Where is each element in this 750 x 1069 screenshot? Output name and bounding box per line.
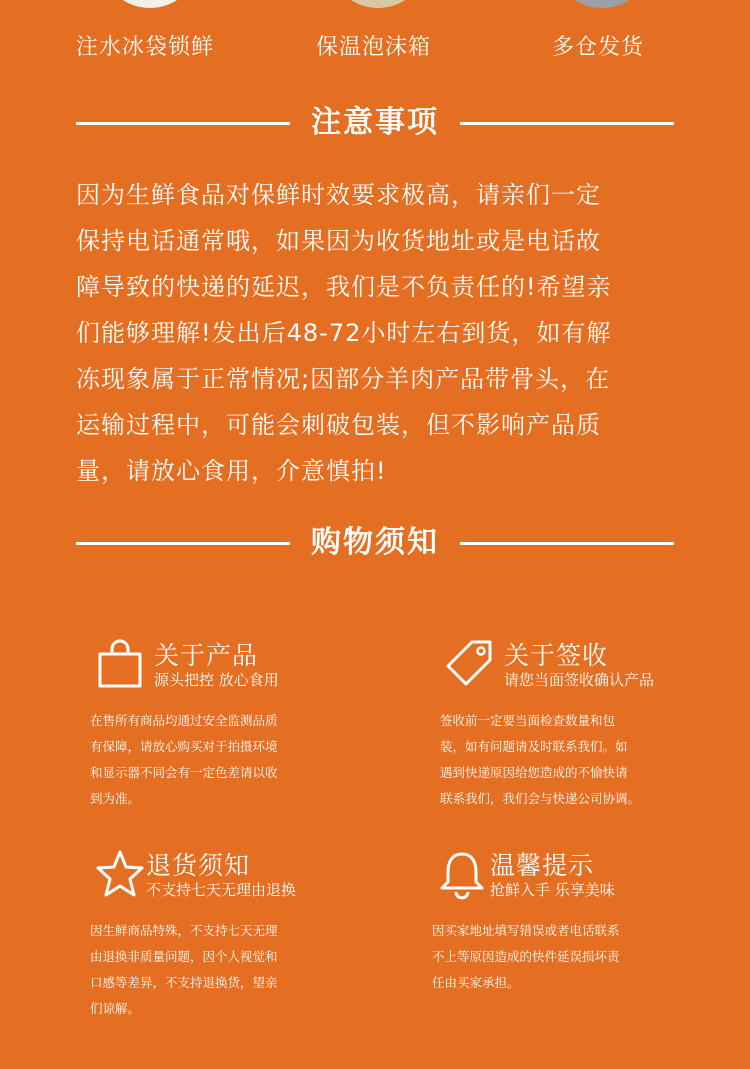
star-icon [96,848,144,900]
warehouse-image [552,0,652,8]
divider-right [460,542,674,545]
block-title: 关于产品 [154,641,259,670]
price-tag-icon [446,638,494,690]
return-policy-block [90,846,350,1022]
block-subtitle: 抢鲜入手 乐享美味 [490,881,615,899]
feature-labels [0,30,750,64]
bell-icon [438,848,486,900]
block-subtitle: 源头把控 放心食用 [154,671,279,689]
block-title: 温馨提示 [490,851,595,880]
feature-multi-warehouse: 多仓发货 [552,35,645,60]
notice-title: 注意事项 [311,105,439,140]
ice-bag-image [100,0,200,8]
feature-foam-box: 保温泡沫箱 [316,35,432,60]
block-body: 因生鲜商品特殊，不支持七天无理 由退换非质量问题，因个人视觉和 口感等差异，不支持退换货，望亲 们谅解。 [90,923,278,1016]
block-body: 因买家地址填写错误或者电话联系 不上等原因造成的快件延误损坏责 任由买家承担。 [432,923,620,990]
shopping-bag-icon [96,638,144,690]
block-subtitle: 请您当面签收确认产品 [504,671,655,689]
block-body: 签收前一定要当面检查数量和包 装，如有问题请及时联系我们。如 遇到快递原因给您造成的不愉快请 联系我们，我们会与快递公司协调。 [440,713,641,806]
foam-box-image [328,0,428,8]
block-title: 退货须知 [146,851,251,880]
shopping-section-heading [76,521,674,565]
block-title: 关于签收 [504,641,609,670]
warm-tips-block [432,846,692,996]
top-product-images [0,0,750,10]
block-body: 在售所有商品均通过安全监测品质 有保障，请放心购买对于拍摄环境 和显示器不同会有一定色差请以收 到为准。 [90,713,278,806]
about-product-block [90,636,350,812]
feature-ice-bag: 注水冰袋锁鲜 [76,35,215,60]
shopping-title: 购物须知 [311,525,439,560]
about-signing-block [440,636,700,812]
notice-section-heading [76,101,674,145]
divider-right [460,122,674,125]
notice-text: 因为生鲜食品对保鲜时效要求极高，请亲们一定 保持电话通常哦，如果因为收货地址或是电话故 障导致的快递的延迟，我们是不负责任的!希望亲 们能够理解!发出后48-72小时左右到货，如有解 冻现象属于正常情况;因部分羊肉产品带骨头，在 运输过程中，可能会刺破包装，但不影响产品质 量，请放心食用，介意慎拍! [76,181,612,485]
block-subtitle: 不支持七天无理由退换 [146,881,297,899]
